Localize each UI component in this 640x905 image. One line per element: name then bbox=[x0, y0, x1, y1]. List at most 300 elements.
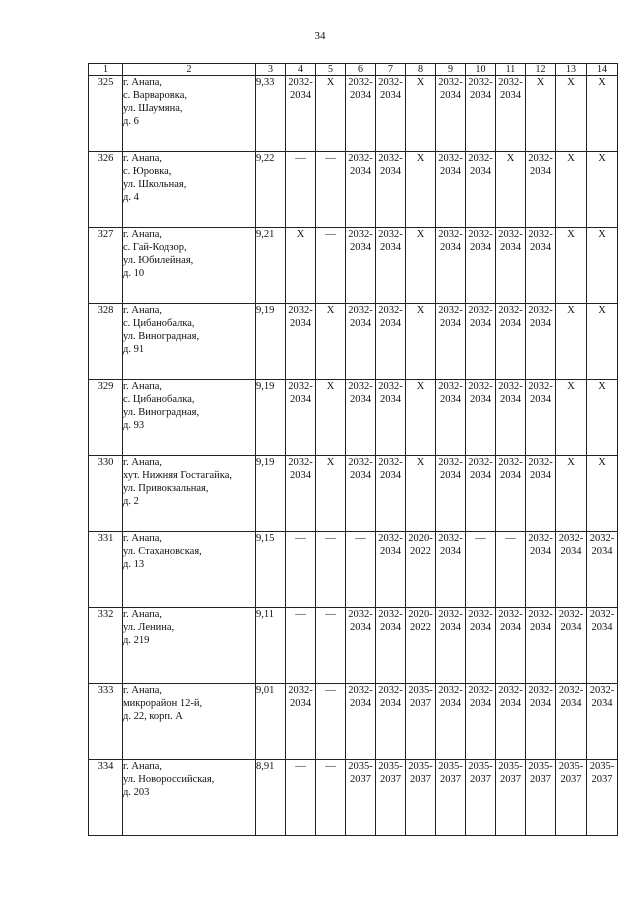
period-text: 2034 bbox=[290, 698, 311, 709]
period-text: 2032- bbox=[589, 533, 615, 544]
period-text: 2034 bbox=[380, 546, 401, 557]
period-text: 2032- bbox=[528, 533, 553, 544]
period-text: 2034 bbox=[500, 242, 521, 253]
period-text: 2032- bbox=[528, 609, 553, 620]
column-header: 8 bbox=[406, 64, 436, 76]
period-cell bbox=[466, 228, 496, 304]
period-cell bbox=[436, 152, 466, 228]
period-text: 2034 bbox=[380, 90, 401, 101]
period-cell bbox=[496, 152, 526, 228]
period-cell bbox=[496, 760, 526, 836]
period-cell bbox=[466, 76, 496, 152]
period-text: — bbox=[325, 153, 336, 164]
period-text: 2022 bbox=[410, 546, 431, 557]
period-text: X bbox=[598, 229, 606, 240]
period-text: 2034 bbox=[380, 394, 401, 405]
table-row bbox=[89, 152, 618, 228]
period-cell bbox=[316, 228, 346, 304]
column-header: 14 bbox=[587, 64, 618, 76]
period-cell bbox=[376, 228, 406, 304]
period-cell bbox=[496, 532, 526, 608]
period-text: 2034 bbox=[500, 622, 521, 633]
period-text: 2034 bbox=[440, 394, 461, 405]
period-text: 2032- bbox=[528, 229, 553, 240]
column-header: 11 bbox=[496, 64, 526, 76]
period-cell bbox=[376, 532, 406, 608]
period-text: 2032- bbox=[498, 229, 523, 240]
address-line: ул. Шаумяна, bbox=[123, 103, 183, 114]
period-text: 2032- bbox=[498, 305, 523, 316]
address-line: г. Анапа, bbox=[123, 533, 163, 544]
period-text: X bbox=[598, 305, 606, 316]
index-value: 9,22 bbox=[256, 152, 286, 228]
period-cell bbox=[406, 608, 436, 684]
period-text: 2034 bbox=[591, 698, 613, 709]
address-line: д. 6 bbox=[123, 116, 139, 127]
period-text: 2035- bbox=[408, 761, 433, 772]
period-text: X bbox=[567, 153, 575, 164]
address-line: д. 219 bbox=[123, 635, 150, 646]
period-text: 2037 bbox=[410, 774, 431, 785]
period-text: X bbox=[416, 457, 425, 468]
table-row bbox=[89, 684, 618, 760]
period-cell bbox=[406, 152, 436, 228]
period-cell bbox=[286, 760, 316, 836]
period-text: 2037 bbox=[380, 774, 401, 785]
period-text: 2034 bbox=[470, 318, 491, 329]
period-text: 2034 bbox=[470, 622, 491, 633]
period-text: 2034 bbox=[290, 90, 311, 101]
period-cell bbox=[406, 304, 436, 380]
period-text: 2034 bbox=[380, 698, 401, 709]
period-text: 2034 bbox=[380, 622, 401, 633]
period-cell bbox=[346, 380, 376, 456]
period-cell bbox=[316, 532, 346, 608]
address-line: д. 203 bbox=[123, 787, 150, 798]
header-row bbox=[89, 64, 618, 76]
period-text: — bbox=[325, 533, 336, 544]
period-cell bbox=[316, 380, 346, 456]
period-text: X bbox=[598, 457, 606, 468]
period-text: 2037 bbox=[530, 774, 551, 785]
row-number: 331 bbox=[89, 532, 123, 608]
period-text: 2032- bbox=[589, 609, 615, 620]
address-line: г. Анапа, bbox=[123, 609, 163, 620]
address-line: ул. Стахановская, bbox=[123, 546, 202, 557]
period-cell bbox=[466, 152, 496, 228]
period-cell bbox=[556, 228, 587, 304]
period-cell bbox=[587, 228, 618, 304]
period-text: 2034 bbox=[560, 698, 582, 709]
period-cell bbox=[556, 152, 587, 228]
period-cell bbox=[496, 380, 526, 456]
period-text: X bbox=[416, 153, 425, 164]
index-value: 9,19 bbox=[256, 456, 286, 532]
period-text: 2037 bbox=[591, 774, 613, 785]
column-header: 6 bbox=[346, 64, 376, 76]
period-cell bbox=[406, 456, 436, 532]
column-header: 12 bbox=[526, 64, 556, 76]
period-cell bbox=[346, 152, 376, 228]
address-line: д. 22, корп. А bbox=[123, 711, 183, 722]
period-text: 2032- bbox=[348, 77, 373, 88]
period-cell bbox=[346, 76, 376, 152]
period-text: 2034 bbox=[290, 318, 311, 329]
period-cell bbox=[316, 456, 346, 532]
address-line: ул. Юбилейная, bbox=[123, 255, 194, 266]
period-cell bbox=[587, 684, 618, 760]
period-text: 2032- bbox=[378, 229, 403, 240]
column-header: 2 bbox=[123, 64, 256, 76]
period-cell bbox=[587, 380, 618, 456]
row-number: 328 bbox=[89, 304, 123, 380]
period-text: 2032- bbox=[468, 229, 493, 240]
period-cell bbox=[286, 456, 316, 532]
period-text: 2034 bbox=[440, 546, 461, 557]
period-text: 2034 bbox=[530, 166, 551, 177]
address-line: ул. Ленина, bbox=[123, 622, 175, 633]
period-cell bbox=[286, 228, 316, 304]
period-cell bbox=[587, 760, 618, 836]
column-header: 13 bbox=[556, 64, 587, 76]
period-text: 2034 bbox=[380, 318, 401, 329]
period-cell bbox=[376, 152, 406, 228]
period-text: 2032- bbox=[498, 381, 523, 392]
period-text: 2032- bbox=[348, 457, 373, 468]
period-text: 2034 bbox=[440, 470, 461, 481]
period-cell bbox=[376, 760, 406, 836]
period-text: — bbox=[475, 533, 486, 544]
period-text: X bbox=[416, 305, 425, 316]
period-text: 2034 bbox=[560, 622, 582, 633]
table-row bbox=[89, 304, 618, 380]
period-text: — bbox=[325, 761, 336, 772]
period-text: 2035- bbox=[558, 761, 584, 772]
period-cell bbox=[526, 76, 556, 152]
period-text: 2034 bbox=[350, 698, 371, 709]
period-text: 2034 bbox=[530, 394, 551, 405]
period-text: 2032- bbox=[378, 609, 403, 620]
period-text: — bbox=[295, 609, 306, 620]
period-text: 2034 bbox=[350, 470, 371, 481]
period-text: X bbox=[567, 305, 575, 316]
period-text: 2034 bbox=[440, 90, 461, 101]
period-cell bbox=[436, 760, 466, 836]
address-cell bbox=[123, 152, 256, 228]
page-number: 34 bbox=[314, 30, 326, 42]
address-line: с. Варваровка, bbox=[123, 90, 187, 101]
period-text: 2037 bbox=[350, 774, 371, 785]
period-text: 2032- bbox=[438, 229, 463, 240]
period-text: 2034 bbox=[470, 698, 491, 709]
table-row bbox=[89, 608, 618, 684]
address-line: с. Гай-Кодзор, bbox=[123, 242, 187, 253]
address-cell bbox=[123, 532, 256, 608]
period-text: X bbox=[598, 153, 606, 164]
period-text: 2032- bbox=[589, 685, 615, 696]
period-text: X bbox=[416, 77, 425, 88]
address-line: хут. Нижняя Гостагайка, bbox=[123, 470, 233, 481]
period-cell bbox=[466, 456, 496, 532]
index-value: 9,15 bbox=[256, 532, 286, 608]
period-cell bbox=[587, 304, 618, 380]
period-cell bbox=[496, 228, 526, 304]
period-text: 2032- bbox=[348, 229, 373, 240]
period-cell bbox=[436, 684, 466, 760]
period-text: 2034 bbox=[560, 546, 582, 557]
period-cell bbox=[376, 380, 406, 456]
period-text: 2032- bbox=[378, 77, 403, 88]
period-text: X bbox=[567, 229, 575, 240]
period-text: 2032- bbox=[348, 305, 373, 316]
period-text: 2032- bbox=[378, 153, 403, 164]
period-cell bbox=[346, 608, 376, 684]
address-line: с. Цибанобалка, bbox=[123, 318, 195, 329]
period-text: 2034 bbox=[530, 546, 551, 557]
table-row bbox=[89, 228, 618, 304]
period-text: 2032- bbox=[468, 609, 493, 620]
period-text: 2032- bbox=[498, 609, 523, 620]
period-text: X bbox=[326, 77, 335, 88]
period-cell bbox=[286, 684, 316, 760]
period-cell bbox=[286, 76, 316, 152]
period-text: 2034 bbox=[470, 90, 491, 101]
period-cell bbox=[286, 152, 316, 228]
period-text: 2034 bbox=[500, 90, 521, 101]
period-cell bbox=[346, 456, 376, 532]
row-number: 332 bbox=[89, 608, 123, 684]
column-header: 10 bbox=[466, 64, 496, 76]
address-line: г. Анапа, bbox=[123, 229, 163, 240]
period-cell bbox=[316, 760, 346, 836]
period-cell bbox=[556, 76, 587, 152]
period-text: 2034 bbox=[350, 242, 371, 253]
period-text: 2034 bbox=[500, 394, 521, 405]
period-cell bbox=[376, 684, 406, 760]
period-text: 2034 bbox=[440, 622, 461, 633]
period-text: — bbox=[295, 153, 306, 164]
period-cell bbox=[466, 380, 496, 456]
period-cell bbox=[346, 760, 376, 836]
period-cell bbox=[587, 532, 618, 608]
period-cell bbox=[556, 684, 587, 760]
period-cell bbox=[587, 76, 618, 152]
period-text: 2037 bbox=[440, 774, 461, 785]
table-row bbox=[89, 456, 618, 532]
row-number: 329 bbox=[89, 380, 123, 456]
column-header: 5 bbox=[316, 64, 346, 76]
period-text: 2032- bbox=[438, 533, 463, 544]
period-text: 2032- bbox=[498, 685, 523, 696]
address-cell bbox=[123, 456, 256, 532]
address-line: д. 4 bbox=[123, 192, 139, 203]
address-line: г. Анапа, bbox=[123, 761, 163, 772]
period-text: — bbox=[355, 533, 366, 544]
period-text: 2034 bbox=[290, 470, 311, 481]
address-line: ул. Новороссийская, bbox=[123, 774, 215, 785]
address-cell bbox=[123, 684, 256, 760]
period-text: 2034 bbox=[591, 622, 613, 633]
period-text: 2034 bbox=[530, 242, 551, 253]
period-text: X bbox=[416, 381, 425, 392]
period-cell bbox=[496, 684, 526, 760]
column-header: 4 bbox=[286, 64, 316, 76]
period-text: 2034 bbox=[350, 166, 371, 177]
period-cell bbox=[316, 608, 346, 684]
period-text: 2035- bbox=[528, 761, 553, 772]
period-text: 2032- bbox=[378, 685, 403, 696]
period-text: 2032- bbox=[348, 685, 373, 696]
period-text: 2032- bbox=[468, 381, 493, 392]
address-line: г. Анапа, bbox=[123, 381, 163, 392]
column-header: 1 bbox=[89, 64, 123, 76]
period-text: 2032- bbox=[498, 77, 523, 88]
period-cell bbox=[496, 76, 526, 152]
period-text: X bbox=[567, 77, 575, 88]
period-text: 2032- bbox=[528, 153, 553, 164]
period-text: 2032- bbox=[348, 609, 373, 620]
period-text: X bbox=[326, 305, 335, 316]
period-text: 2032- bbox=[438, 305, 463, 316]
period-text: 2032- bbox=[468, 685, 493, 696]
period-text: 2032- bbox=[288, 457, 313, 468]
period-text: 2032- bbox=[558, 685, 584, 696]
period-cell bbox=[466, 532, 496, 608]
period-cell bbox=[406, 380, 436, 456]
period-text: 2035- bbox=[378, 761, 403, 772]
period-text: 2034 bbox=[470, 394, 491, 405]
period-text: 2034 bbox=[470, 470, 491, 481]
period-cell bbox=[406, 760, 436, 836]
period-cell bbox=[526, 684, 556, 760]
address-cell bbox=[123, 76, 256, 152]
table-row bbox=[89, 380, 618, 456]
period-text: 2034 bbox=[350, 394, 371, 405]
period-text: 2035- bbox=[438, 761, 463, 772]
period-text: 2034 bbox=[440, 242, 461, 253]
index-value: 9,19 bbox=[256, 380, 286, 456]
period-cell bbox=[587, 456, 618, 532]
period-text: 2032- bbox=[378, 533, 403, 544]
address-line: д. 91 bbox=[123, 344, 145, 355]
period-text: 2035- bbox=[498, 761, 523, 772]
period-text: 2032- bbox=[378, 381, 403, 392]
address-line: д. 93 bbox=[123, 420, 145, 431]
row-number: 326 bbox=[89, 152, 123, 228]
period-text: 2032- bbox=[438, 77, 463, 88]
period-text: X bbox=[416, 229, 425, 240]
period-text: 2035- bbox=[589, 761, 615, 772]
period-cell bbox=[376, 304, 406, 380]
period-text: X bbox=[296, 229, 305, 240]
period-text: 2032- bbox=[528, 685, 553, 696]
address-line: г. Анапа, bbox=[123, 457, 163, 468]
address-cell bbox=[123, 228, 256, 304]
period-text: X bbox=[326, 381, 335, 392]
period-cell bbox=[376, 456, 406, 532]
index-value: 9,33 bbox=[256, 76, 286, 152]
period-cell bbox=[526, 152, 556, 228]
address-line: д. 10 bbox=[123, 268, 145, 279]
period-cell bbox=[556, 760, 587, 836]
period-cell bbox=[436, 608, 466, 684]
period-text: 2034 bbox=[500, 318, 521, 329]
address-cell bbox=[123, 608, 256, 684]
period-text: 2034 bbox=[470, 242, 491, 253]
column-header: 7 bbox=[376, 64, 406, 76]
period-text: — bbox=[295, 533, 306, 544]
index-value: 8,91 bbox=[256, 760, 286, 836]
row-number: 334 bbox=[89, 760, 123, 836]
period-text: — bbox=[325, 229, 336, 240]
address-cell bbox=[123, 380, 256, 456]
period-text: 2037 bbox=[410, 698, 431, 709]
period-cell bbox=[556, 304, 587, 380]
period-text: 2032- bbox=[438, 381, 463, 392]
period-text: 2020- bbox=[408, 609, 433, 620]
address-line: г. Анапа, bbox=[123, 685, 163, 696]
period-text: 2032- bbox=[468, 153, 493, 164]
address-line: д. 13 bbox=[123, 559, 145, 570]
period-text: X bbox=[326, 457, 335, 468]
period-text: 2032- bbox=[498, 457, 523, 468]
address-cell bbox=[123, 304, 256, 380]
period-cell bbox=[316, 152, 346, 228]
index-value: 9,11 bbox=[256, 608, 286, 684]
period-cell bbox=[556, 456, 587, 532]
period-cell bbox=[406, 76, 436, 152]
table-row bbox=[89, 76, 618, 152]
address-line: ул. Виноградная, bbox=[123, 331, 200, 342]
period-text: X bbox=[598, 77, 606, 88]
period-cell bbox=[376, 608, 406, 684]
period-cell bbox=[526, 456, 556, 532]
period-cell bbox=[316, 684, 346, 760]
period-text: 2034 bbox=[440, 698, 461, 709]
period-text: 2020- bbox=[408, 533, 433, 544]
period-text: 2032- bbox=[438, 457, 463, 468]
period-text: 2032- bbox=[528, 381, 553, 392]
address-line: г. Анапа, bbox=[123, 77, 163, 88]
period-text: 2034 bbox=[530, 622, 551, 633]
period-text: 2034 bbox=[530, 318, 551, 329]
address-line: ул. Виноградная, bbox=[123, 407, 200, 418]
period-text: 2034 bbox=[530, 470, 551, 481]
row-number: 333 bbox=[89, 684, 123, 760]
period-text: 2022 bbox=[410, 622, 431, 633]
period-text: 2034 bbox=[380, 166, 401, 177]
period-cell bbox=[406, 228, 436, 304]
period-cell bbox=[436, 228, 466, 304]
period-text: 2035- bbox=[408, 685, 433, 696]
period-cell bbox=[526, 228, 556, 304]
period-cell bbox=[406, 532, 436, 608]
row-number: 330 bbox=[89, 456, 123, 532]
period-text: 2032- bbox=[348, 381, 373, 392]
address-line: г. Анапа, bbox=[123, 153, 163, 164]
period-cell bbox=[376, 76, 406, 152]
period-cell bbox=[526, 380, 556, 456]
column-header: 9 bbox=[436, 64, 466, 76]
period-cell bbox=[346, 684, 376, 760]
period-text: X bbox=[567, 457, 575, 468]
schedule-table bbox=[88, 63, 618, 836]
period-cell bbox=[436, 532, 466, 608]
index-value: 9,19 bbox=[256, 304, 286, 380]
period-text: 2037 bbox=[500, 774, 521, 785]
period-text: 2034 bbox=[290, 394, 311, 405]
index-value: 9,01 bbox=[256, 684, 286, 760]
